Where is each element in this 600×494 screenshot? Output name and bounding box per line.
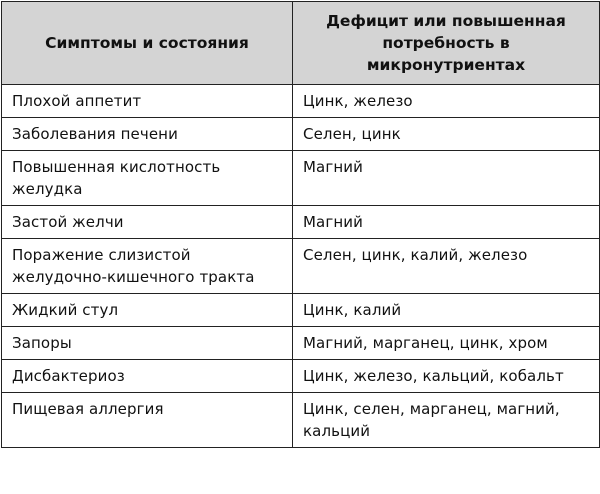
table-row <box>2 151 600 206</box>
table-row <box>2 393 600 448</box>
table-row <box>2 206 600 239</box>
symptom-cell: Пищевая аллергия <box>2 393 293 448</box>
symptom-cell: Застой желчи <box>2 206 293 239</box>
table-row <box>2 327 600 360</box>
deficit-cell: Цинк, селен, марганец, магний, кальций <box>293 393 600 448</box>
deficit-cell: Магний <box>293 151 600 206</box>
symptoms-micronutrients-table <box>1 1 600 448</box>
deficit-cell: Цинк, железо <box>293 85 600 118</box>
table-row <box>2 118 600 151</box>
deficit-cell: Магний, марганец, цинк, хром <box>293 327 600 360</box>
table-row <box>2 239 600 294</box>
table-row <box>2 294 600 327</box>
symptom-cell: Плохой аппетит <box>2 85 293 118</box>
deficit-cell: Цинк, железо, кальций, кобальт <box>293 360 600 393</box>
table-row <box>2 360 600 393</box>
deficit-cell: Селен, цинк <box>293 118 600 151</box>
symptom-cell: Запоры <box>2 327 293 360</box>
table-header-row <box>2 2 600 85</box>
symptom-cell: Заболевания печени <box>2 118 293 151</box>
symptom-cell: Жидкий стул <box>2 294 293 327</box>
symptom-cell: Дисбактериоз <box>2 360 293 393</box>
table-row <box>2 85 600 118</box>
deficit-cell: Магний <box>293 206 600 239</box>
header-symptoms: Симптомы и состояния <box>2 2 293 85</box>
deficit-cell: Цинк, калий <box>293 294 600 327</box>
deficit-cell: Селен, цинк, калий, железо <box>293 239 600 294</box>
symptom-cell: Повышенная кислотность желудка <box>2 151 293 206</box>
symptom-cell: Поражение слизистой желудочно-кишечного тракта <box>2 239 293 294</box>
header-deficit: Дефицит или повышенная потребность в микронутриентах <box>293 2 600 85</box>
